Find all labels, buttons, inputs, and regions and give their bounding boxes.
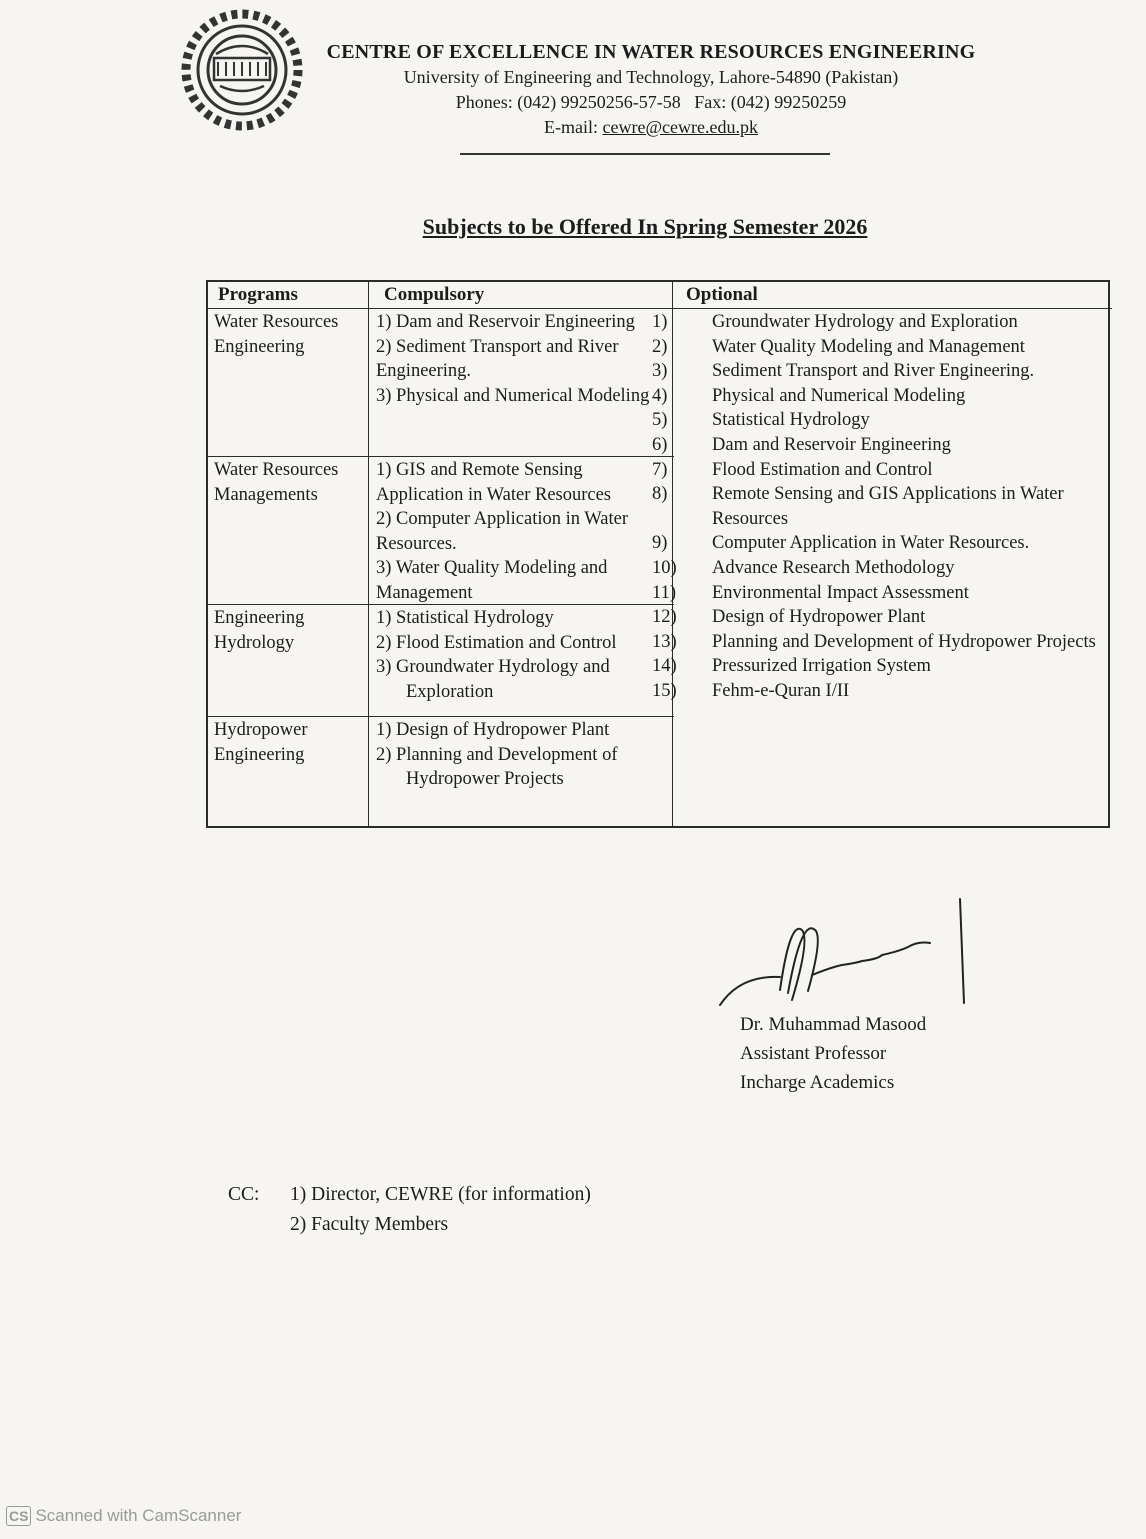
optional-subject: Sediment Transport and River Engineering. xyxy=(712,361,1035,382)
subjects-table xyxy=(206,280,1110,828)
optional-subject: Remote Sensing and GIS Applications in Water Resources xyxy=(712,484,1064,529)
cc-item: 1) Director, CEWRE (for information) xyxy=(290,1184,591,1205)
optional-item xyxy=(652,310,1102,335)
email-label: E-mail: xyxy=(544,117,603,137)
row-divider xyxy=(208,716,674,717)
optional-subject: Dam and Reservoir Engineering xyxy=(712,434,951,455)
cc-list xyxy=(290,1180,591,1240)
compulsory-item: 1) Statistical Hydrology xyxy=(376,608,554,628)
optional-number: 2) xyxy=(652,336,668,357)
compulsory-list xyxy=(376,718,674,792)
compulsory-item: 2) Computer Application in Water Resources. xyxy=(376,509,628,554)
optional-item xyxy=(652,458,1102,483)
optional-list xyxy=(652,310,1102,704)
optional-number: 6) xyxy=(652,434,668,455)
letterhead-divider xyxy=(460,153,830,155)
optional-subject: Design of Hydropower Plant xyxy=(712,607,926,628)
optional-item xyxy=(652,531,1102,556)
program-name: Hydropower Engineering xyxy=(214,720,308,765)
compulsory-item: 1) GIS and Remote Sensing Application in Water Resources xyxy=(376,460,612,505)
optional-subject: Physical and Numerical Modeling xyxy=(712,385,966,406)
optional-item xyxy=(652,335,1102,360)
optional-subject: Environmental Impact Assessment xyxy=(712,582,969,603)
optional-item xyxy=(652,654,1102,679)
optional-item xyxy=(652,359,1102,384)
optional-subject: Pressurized Irrigation System xyxy=(712,656,931,677)
phone-fax: Phones: (042) 99250256-57-58 Fax: (042) 99250259 xyxy=(455,92,847,112)
optional-number: 1) xyxy=(652,312,668,332)
optional-subject: Flood Estimation and Control xyxy=(712,459,933,480)
optional-subject: Water Quality Modeling and Management xyxy=(712,336,1025,357)
optional-subject: Fehm-e-Quran I/II xyxy=(712,680,850,701)
optional-item xyxy=(652,384,1102,409)
optional-number: 9) xyxy=(652,533,668,554)
optional-subject: Statistical Hydrology xyxy=(712,410,870,431)
optional-item xyxy=(652,482,1102,531)
optional-item xyxy=(652,408,1102,433)
compulsory-item: 1) Design of Hydropower Plant xyxy=(376,720,610,740)
cc-item: 2) Faculty Members xyxy=(290,1214,449,1235)
program-name: Water Resources Managements xyxy=(214,460,339,505)
signer-role: Incharge Academics xyxy=(740,1072,895,1093)
optional-number: 7) xyxy=(652,459,668,480)
compulsory-item: 2) Planning and Development of Hydropower Projects xyxy=(376,744,618,790)
watermark-text: Scanned with CamScanner xyxy=(35,1506,242,1525)
email-line xyxy=(306,115,996,140)
optional-number: 14) xyxy=(652,656,677,677)
optional-number: 15) xyxy=(652,680,677,701)
compulsory-item: 3) Physical and Numerical Modeling xyxy=(376,385,650,406)
scanner-watermark xyxy=(6,1506,241,1526)
compulsory-item: 3) Water Quality Modeling and Management xyxy=(376,558,608,603)
optional-subject: Computer Application in Water Resources. xyxy=(712,533,1030,554)
optional-subject: Planning and Development of Hydropower Projects xyxy=(712,631,1096,652)
optional-subject: Groundwater Hydrology and Exploration xyxy=(712,312,1018,332)
compulsory-item: 1) Dam and Reservoir Engineering xyxy=(376,312,635,332)
optional-item xyxy=(652,433,1102,458)
optional-item xyxy=(652,630,1102,655)
compulsory-item: 2) Sediment Transport and River Engineering. xyxy=(376,336,619,382)
university-address: University of Engineering and Technology, Lahore-54890 (Pakistan) xyxy=(403,67,899,87)
page-title: Subjects to be Offered In Spring Semester 2026 xyxy=(422,214,868,239)
letterhead xyxy=(306,40,996,140)
optional-number: 13) xyxy=(652,631,677,652)
optional-number: 5) xyxy=(652,410,668,431)
optional-number: 10) xyxy=(652,557,677,578)
optional-number: 12) xyxy=(652,607,677,628)
compulsory-item: 2) Flood Estimation and Control xyxy=(376,632,617,653)
cc-label: CC: xyxy=(228,1184,260,1205)
compulsory-list xyxy=(376,458,674,606)
optional-item xyxy=(652,679,1102,704)
compulsory-item: 3) Groundwater Hydrology and Exploration xyxy=(376,657,610,702)
program-name: Engineering Hydrology xyxy=(214,608,305,653)
optional-number: 8) xyxy=(652,484,668,505)
camscanner-icon: CS xyxy=(6,1506,31,1526)
program-name: Water Resources Engineering xyxy=(214,312,339,357)
organization-name: CENTRE OF EXCELLENCE IN WATER RESOURCES ENGINEERING xyxy=(326,41,976,63)
optional-number: 3) xyxy=(652,361,668,382)
optional-number: 11) xyxy=(652,582,676,603)
optional-subject: Advance Research Methodology xyxy=(712,557,955,578)
header-divider xyxy=(208,308,1112,309)
handwritten-signature xyxy=(716,895,976,1010)
optional-item xyxy=(652,605,1102,630)
signer-position: Assistant Professor xyxy=(740,1043,887,1064)
header-compulsory: Compulsory xyxy=(384,284,485,305)
email-link[interactable]: cewre@cewre.edu.pk xyxy=(602,117,758,137)
signer-block xyxy=(740,1010,926,1097)
optional-number: 4) xyxy=(652,385,668,406)
compulsory-list xyxy=(376,310,674,408)
header-optional: Optional xyxy=(686,284,758,305)
optional-item xyxy=(652,581,1102,606)
university-gear-logo xyxy=(178,6,306,134)
header-programs: Programs xyxy=(218,284,298,305)
optional-item xyxy=(652,556,1102,581)
compulsory-list xyxy=(376,606,674,704)
row-divider xyxy=(208,456,674,457)
signer-name: Dr. Muhammad Masood xyxy=(740,1014,927,1035)
